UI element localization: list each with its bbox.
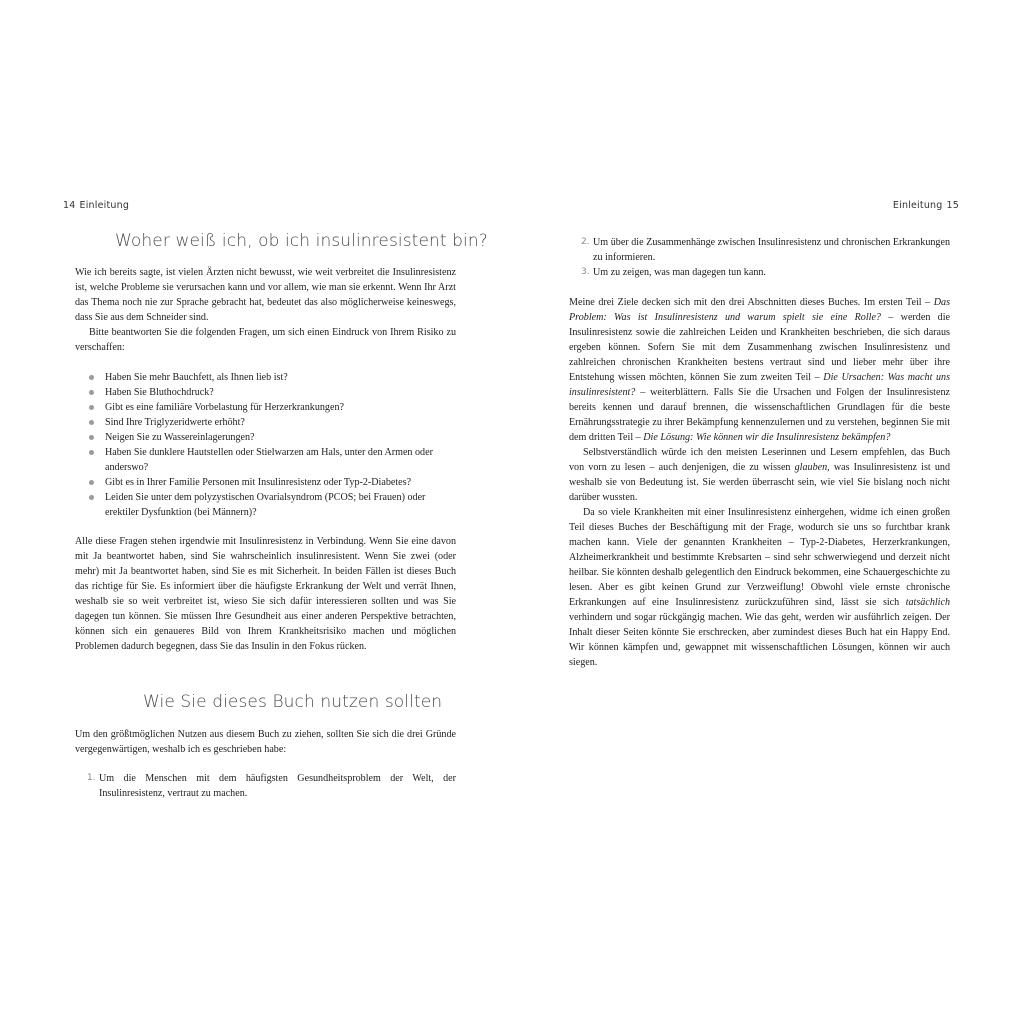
list-number: 3. <box>581 267 590 277</box>
list-item: Leiden Sie unter dem polyzystischen Ovarialsyndrom (PCOS; bei Frauen) oder erektiler Dysfunktion (bei Männern)? <box>75 490 456 520</box>
usage-intro <box>75 727 456 757</box>
part-one-title: Das Problem: Was ist Insulinresistenz und warum spielt sie eine Rolle? <box>569 297 950 323</box>
reading-advice-paragraph: Selbstverständlich würde ich den meisten Leserinnen und Lesern empfehlen, das Buch von vorn zu lesen – auch denjenigen, die zu wissen glauben, was Insulinresistenz ist und weshalb sie von Bedeutung ist. Sie werden überrascht sein, wie viel Sie bislang noch nicht darüber wussten. <box>569 447 950 503</box>
bullet-icon <box>89 450 94 455</box>
bullet-icon <box>89 435 94 440</box>
usage-intro-paragraph: Um den größtmöglichen Nutzen aus diesem Buch zu ziehen, sollten Sie sich die drei Gründe vergegenwärtigen, weshalb ich es geschrieben habe: <box>75 729 456 755</box>
bullet-icon <box>89 375 94 380</box>
section-heading-usage: Wie Sie dieses Buch nutzen sollten <box>143 692 443 712</box>
list-item: 2. Um über die Zusammenhänge zwischen Insulinresistenz und chronischen Erkrankungen zu informieren. <box>581 237 950 263</box>
list-item: 3. Um zu zeigen, was man dagegen tun kann. <box>581 267 766 278</box>
risk-intro-paragraph-2: Bitte beantworten Sie die folgenden Fragen, um sich einen Eindruck von Ihrem Risiko zu verschaffen: <box>75 327 456 353</box>
part-two-title: Die Ursachen: Was macht uns insulinresistent? <box>569 372 950 398</box>
part-three-title: Die Lösung: Wie können wir die Insulinresistenz bekämpfen? <box>643 432 891 443</box>
bullet-icon <box>89 480 94 485</box>
list-item: Sind Ihre Triglyzeridwerte erhöht? <box>75 415 456 430</box>
right-running-title: Einleitung <box>892 200 943 211</box>
risk-intro-paragraph-1: Wie ich bereits sagte, ist vielen Ärzten nicht bewusst, wie weit verbreitet die Insulinresistenz ist, welche Probleme sie verursachen kann und vor allem, wie man sie erkennt. Wenn Ihr Arzt das Thema noch nie zur Sprache gebracht hat, bedeutet das also möglicherweise keineswegs, dass Sie aus dem Schneider sind. <box>75 267 456 323</box>
left-running-title: Einleitung <box>79 200 130 211</box>
list-item: Haben Sie dunklere Hautstellen oder Stielwarzen am Hals, unter den Armen oder anderswo? <box>75 445 456 475</box>
risk-question-list <box>75 370 456 520</box>
bullet-icon <box>89 495 94 500</box>
bullet-icon <box>89 405 94 410</box>
list-item: 1. Um die Menschen mit dem häufigsten Gesundheitsproblem der Welt, der Insulinresistenz, vertraut zu machen. <box>87 773 456 799</box>
list-item: Haben Sie mehr Bauchfett, als Ihnen lieb ist? <box>75 370 456 385</box>
left-running-header <box>59 200 129 211</box>
list-item: Gibt es in Ihrer Familie Personen mit Insulinresistenz oder Typ-2-Diabetes? <box>75 475 456 490</box>
book-structure-paragraph: Meine drei Ziele decken sich mit den drei Abschnitten dieses Buches. Im ersten Teil – Das Problem: Was ist Insulinresistenz und warum spielt sie eine Rolle? – werden die Insulinresistenz sowie die zahlreichen Leiden und Krankheiten beschrieben, die sich daraus ergeben können. Sofern Sie mit dem Zusammenhang zwischen Insulinresistenz und zahlreichen chronischen Krankheiten bestens vertraut sind und lieber mehr über ihre Entstehung wissen möchten, können Sie zum zweiten Teil – Die Ursachen: Was macht uns insulinresistent? – weiterblättern. Falls Sie die Ursachen und Folgen der Insulinresistenz bereits kennen und darauf brennen, die wissenschaftlichen Grundlagen für die beste Ernährungsstrategie zu ihrer Bekämpfung kennenzulernen und zu verstehen, beginnen Sie mit dem dritten Teil – Die Lösung: Wie können wir die Insulinresistenz bekämpfen? <box>569 297 951 443</box>
bullet-icon <box>89 420 94 425</box>
risk-conclusion-paragraph: Alle diese Fragen stehen irgendwie mit Insulinresistenz in Verbindung. Wenn Sie eine davon mit Ja beantwortet haben, sind Sie wahrscheinlich insulinresistent. Wenn Sie zwei (oder mehr) mit Ja beantwortet haben, sind Sie es mit Sicherheit. In beiden Fällen ist dieses Buch das richtige für Sie. Es informiert über die häufigste Erkrankung der Welt und verrät Ihnen, weshalb sie so weit verbreitet ist, wieso Sie sich dafür interessieren sollten und was Sie dagegen tun können. Sie müssen Ihre Gesundheit aus einer anderen Perspektive betrachten, können sich ein genaueres Bild von Ihrem Krankheitsrisiko machen und möglichen Problemen dadurch begegnen, dass Sie das Insulin in den Fokus rücken. <box>75 536 456 652</box>
reassurance-paragraph: Da so viele Krankheiten mit einer Insulinresistenz einhergehen, widme ich einen großen Teil dieses Buches der Beschäftigung mit der Frage, wodurch sie uns so furchtbar krank machen kann. Viele der genannten Krankheiten – Typ-2-Diabetes, Herzerkrankungen, Alzheimerkrankheit und bestimmte Krebsarten – sind sehr schwerwiegend und derzeit nicht heilbar. Sie könnten deshalb gelegentlich den Eindruck bekommen, eine Schauergeschichte zu lesen. Aber es gibt keinen Grund zur Verzweiflung! Obwohl viele ernste chronische Erkrankungen auf eine Insulinresistenz zurückzuführen sind, lässt sie sich tatsächlich verhindern und sogar rückgängig machen. Wie das geht, werden wir ausführlich zeigen. Der Inhalt dieser Seiten könnte Sie erschrecken, aber zumindest dieses Buch hat ein Happy End. Wir können kämpfen und, gewappnet mit wissenschaftlichen Lösungen, können wir auch siegen. <box>569 507 951 668</box>
goal-list-left <box>75 771 456 801</box>
list-item: Gibt es eine familiäre Vorbelastung für Herzerkrankungen? <box>75 400 456 415</box>
section-heading-risk: Woher weiß ich, ob ich insulinresistent bin? <box>115 231 488 251</box>
risk-conclusion <box>75 534 456 654</box>
list-number: 1. <box>87 773 96 783</box>
left-page-number: 14 <box>63 200 76 211</box>
list-item: Haben Sie Bluthochdruck? <box>75 385 456 400</box>
bullet-icon <box>89 390 94 395</box>
risk-intro <box>75 265 456 355</box>
list-item: Neigen Sie zu Wassereinlagerungen? <box>75 430 456 445</box>
right-running-header <box>893 200 963 211</box>
body-text-right <box>569 295 950 670</box>
right-page-number: 15 <box>946 200 959 211</box>
goal-list-right <box>569 235 950 280</box>
list-number: 2. <box>581 237 590 247</box>
